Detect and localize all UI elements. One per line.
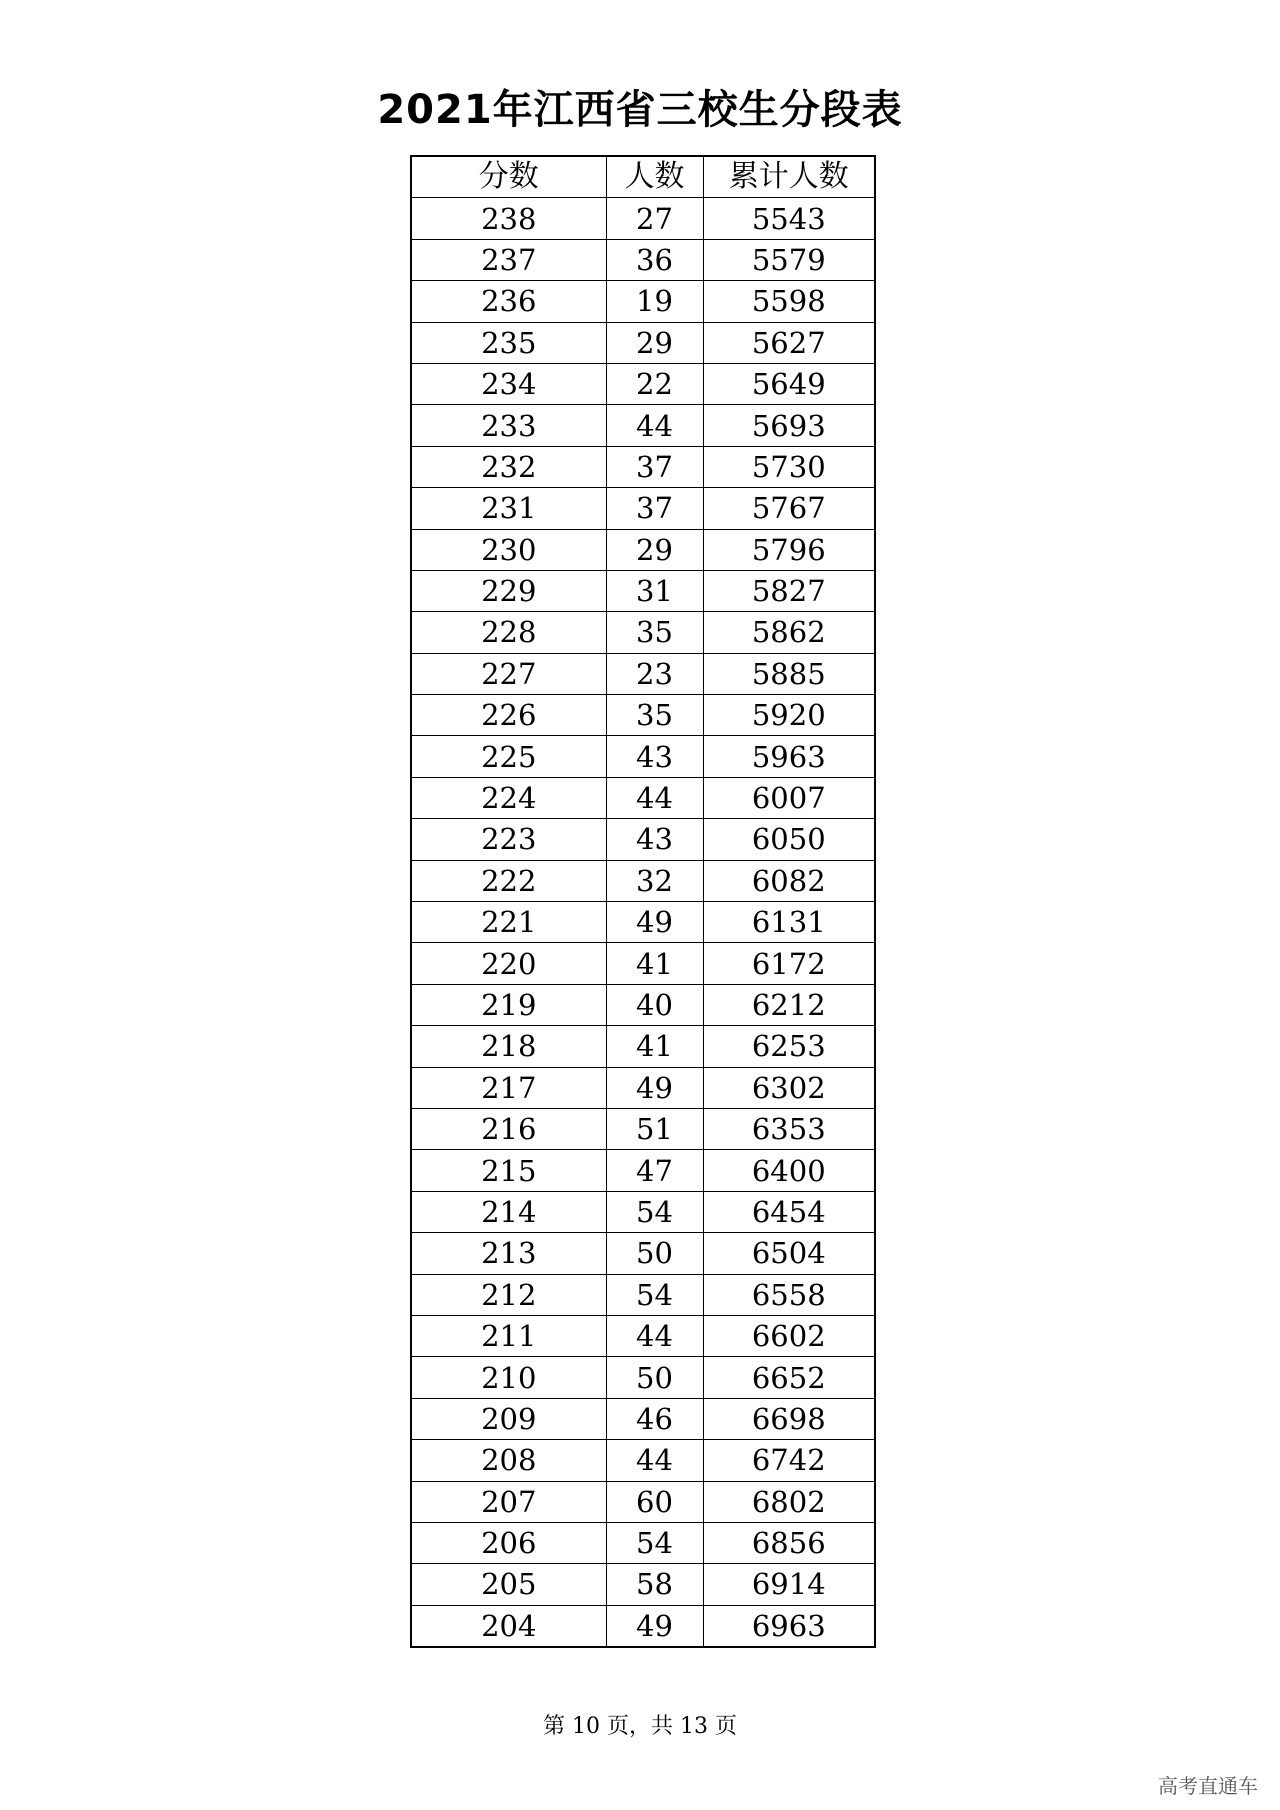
cell-score: 209 <box>411 1398 606 1439</box>
watermark: 高考直通车 <box>1158 1774 1258 1798</box>
table-row <box>411 1026 875 1067</box>
cell-count: 23 <box>606 653 703 694</box>
cell-cumulative: 6212 <box>703 984 875 1025</box>
cell-count: 51 <box>606 1108 703 1149</box>
cell-score: 237 <box>411 239 606 280</box>
cell-cumulative: 5649 <box>703 363 875 404</box>
table-row <box>411 1315 875 1356</box>
table-row <box>411 1274 875 1315</box>
table-row <box>411 322 875 363</box>
cell-score: 205 <box>411 1564 606 1605</box>
table-row <box>411 736 875 777</box>
cell-count: 35 <box>606 612 703 653</box>
table-row <box>411 984 875 1025</box>
cell-score: 213 <box>411 1233 606 1274</box>
cell-score: 208 <box>411 1440 606 1481</box>
cell-score: 227 <box>411 653 606 694</box>
cell-cumulative: 5598 <box>703 281 875 322</box>
cell-cumulative: 5920 <box>703 695 875 736</box>
cell-score: 206 <box>411 1522 606 1563</box>
cell-score: 231 <box>411 488 606 529</box>
cell-cumulative: 6302 <box>703 1067 875 1108</box>
cell-cumulative: 6172 <box>703 943 875 984</box>
page-footer: 第 10 页，共 13 页 <box>543 1714 737 1739</box>
cell-count: 43 <box>606 819 703 860</box>
cell-count: 37 <box>606 446 703 487</box>
cell-score: 215 <box>411 1150 606 1191</box>
table-row <box>411 1108 875 1149</box>
cell-count: 27 <box>606 198 703 239</box>
table-row <box>411 198 875 239</box>
cell-cumulative: 5627 <box>703 322 875 363</box>
table-row <box>411 695 875 736</box>
cell-cumulative: 6914 <box>703 1564 875 1605</box>
cell-count: 54 <box>606 1274 703 1315</box>
cell-score: 225 <box>411 736 606 777</box>
cell-cumulative: 6698 <box>703 1398 875 1439</box>
cell-count: 54 <box>606 1522 703 1563</box>
cell-cumulative: 6558 <box>703 1274 875 1315</box>
cell-score: 226 <box>411 695 606 736</box>
table-row <box>411 1440 875 1481</box>
cell-count: 36 <box>606 239 703 280</box>
table-row <box>411 1605 875 1647</box>
cell-score: 214 <box>411 1191 606 1232</box>
cell-count: 22 <box>606 363 703 404</box>
cell-score: 211 <box>411 1315 606 1356</box>
cell-count: 58 <box>606 1564 703 1605</box>
cell-cumulative: 6007 <box>703 777 875 818</box>
cell-cumulative: 6742 <box>703 1440 875 1481</box>
cell-cumulative: 5885 <box>703 653 875 694</box>
cell-count: 50 <box>606 1357 703 1398</box>
cell-count: 44 <box>606 777 703 818</box>
table-row <box>411 777 875 818</box>
cell-count: 31 <box>606 570 703 611</box>
cell-score: 217 <box>411 1067 606 1108</box>
cell-score: 230 <box>411 529 606 570</box>
cell-score: 229 <box>411 570 606 611</box>
cell-cumulative: 6400 <box>703 1150 875 1191</box>
cell-count: 19 <box>606 281 703 322</box>
cell-count: 40 <box>606 984 703 1025</box>
cell-cumulative: 6504 <box>703 1233 875 1274</box>
cell-count: 60 <box>606 1481 703 1522</box>
page-title: 2021年江西省三校生分段表 <box>377 87 903 133</box>
table-row <box>411 1522 875 1563</box>
cell-count: 41 <box>606 943 703 984</box>
cell-cumulative: 5767 <box>703 488 875 529</box>
cell-count: 41 <box>606 1026 703 1067</box>
table-row <box>411 612 875 653</box>
cell-count: 54 <box>606 1191 703 1232</box>
header-cumulative: 累计人数 <box>703 156 875 198</box>
cell-count: 44 <box>606 1315 703 1356</box>
table-row <box>411 488 875 529</box>
cell-cumulative: 6856 <box>703 1522 875 1563</box>
score-distribution-table <box>410 155 876 1648</box>
cell-count: 49 <box>606 902 703 943</box>
cell-score: 222 <box>411 860 606 901</box>
cell-cumulative: 6802 <box>703 1481 875 1522</box>
cell-count: 49 <box>606 1067 703 1108</box>
cell-cumulative: 5963 <box>703 736 875 777</box>
table-row <box>411 902 875 943</box>
cell-cumulative: 6253 <box>703 1026 875 1067</box>
cell-cumulative: 6082 <box>703 860 875 901</box>
cell-score: 232 <box>411 446 606 487</box>
cell-score: 210 <box>411 1357 606 1398</box>
table-row <box>411 363 875 404</box>
table-row <box>411 943 875 984</box>
cell-score: 233 <box>411 405 606 446</box>
table-row <box>411 529 875 570</box>
cell-count: 49 <box>606 1605 703 1647</box>
cell-count: 29 <box>606 529 703 570</box>
cell-cumulative: 5730 <box>703 446 875 487</box>
table-body <box>411 198 875 1647</box>
cell-score: 219 <box>411 984 606 1025</box>
table-row <box>411 405 875 446</box>
table-row <box>411 1067 875 1108</box>
cell-score: 228 <box>411 612 606 653</box>
cell-cumulative: 5693 <box>703 405 875 446</box>
cell-count: 43 <box>606 736 703 777</box>
cell-cumulative: 6050 <box>703 819 875 860</box>
cell-score: 223 <box>411 819 606 860</box>
cell-count: 35 <box>606 695 703 736</box>
table-row <box>411 1150 875 1191</box>
cell-count: 50 <box>606 1233 703 1274</box>
table-row <box>411 860 875 901</box>
cell-score: 216 <box>411 1108 606 1149</box>
table-header-row <box>411 156 875 198</box>
cell-score: 238 <box>411 198 606 239</box>
table-row <box>411 1564 875 1605</box>
cell-cumulative: 6131 <box>703 902 875 943</box>
cell-cumulative: 6963 <box>703 1605 875 1647</box>
cell-cumulative: 5579 <box>703 239 875 280</box>
cell-count: 37 <box>606 488 703 529</box>
table-row <box>411 653 875 694</box>
cell-count: 29 <box>606 322 703 363</box>
header-count: 人数 <box>606 156 703 198</box>
cell-score: 212 <box>411 1274 606 1315</box>
table-row <box>411 239 875 280</box>
table-row <box>411 1481 875 1522</box>
cell-score: 224 <box>411 777 606 818</box>
table-row <box>411 570 875 611</box>
cell-count: 47 <box>606 1150 703 1191</box>
cell-score: 234 <box>411 363 606 404</box>
cell-count: 32 <box>606 860 703 901</box>
cell-count: 44 <box>606 1440 703 1481</box>
cell-cumulative: 6602 <box>703 1315 875 1356</box>
table-row <box>411 281 875 322</box>
cell-cumulative: 6652 <box>703 1357 875 1398</box>
cell-cumulative: 5827 <box>703 570 875 611</box>
table-row <box>411 819 875 860</box>
cell-score: 235 <box>411 322 606 363</box>
cell-count: 46 <box>606 1398 703 1439</box>
cell-count: 44 <box>606 405 703 446</box>
cell-cumulative: 6353 <box>703 1108 875 1149</box>
cell-cumulative: 5543 <box>703 198 875 239</box>
cell-cumulative: 5862 <box>703 612 875 653</box>
table-row <box>411 446 875 487</box>
table-row <box>411 1357 875 1398</box>
table-row <box>411 1191 875 1232</box>
cell-cumulative: 5796 <box>703 529 875 570</box>
cell-score: 221 <box>411 902 606 943</box>
table-row <box>411 1233 875 1274</box>
cell-score: 218 <box>411 1026 606 1067</box>
cell-score: 207 <box>411 1481 606 1522</box>
cell-score: 220 <box>411 943 606 984</box>
header-score: 分数 <box>411 156 606 198</box>
cell-score: 204 <box>411 1605 606 1647</box>
cell-cumulative: 6454 <box>703 1191 875 1232</box>
table-row <box>411 1398 875 1439</box>
cell-score: 236 <box>411 281 606 322</box>
